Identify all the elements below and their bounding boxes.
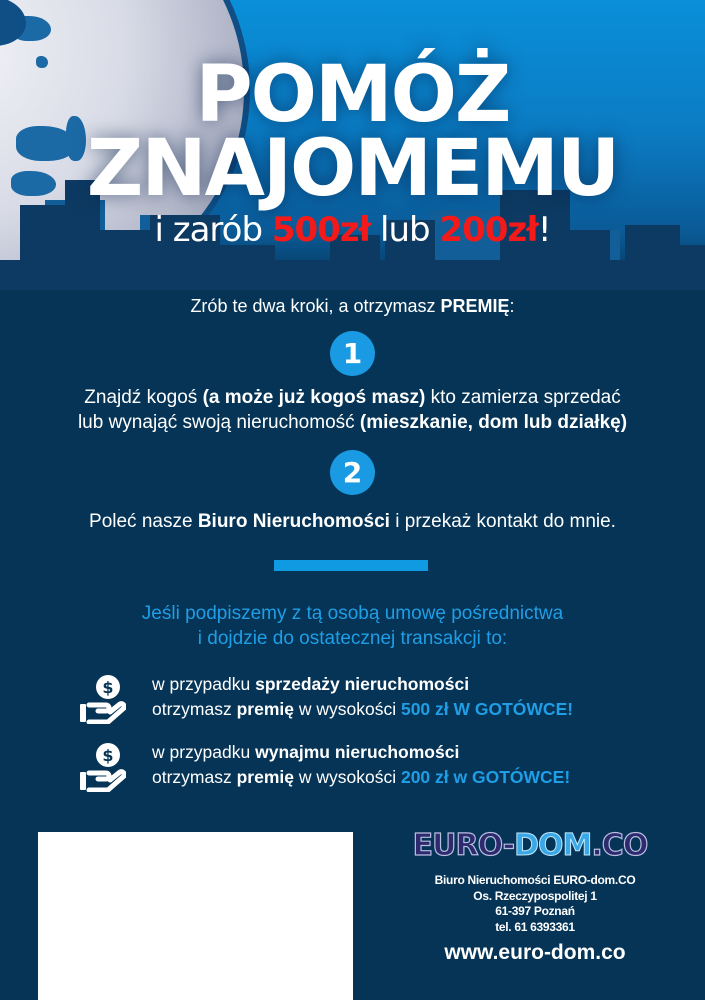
- headline-line1: POMÓŻ: [195, 50, 510, 140]
- condition-text: Jeśli podpiszemy z tą osobą umowę pośrednictwa i dojdzie do ostatecznej transakcji to:: [141, 603, 564, 649]
- company-name: Biuro Nieruchomości EURO-dom.CO: [434, 873, 636, 887]
- hand-coin-dollar-icon: [80, 674, 126, 724]
- phone: tel. 61 6393361: [495, 919, 575, 934]
- amount-500: 500zł: [271, 210, 371, 250]
- website-link[interactable]: www.euro-dom.co: [444, 941, 626, 964]
- reward-rent: $ w przypadku wynajmu nieruchomości otrzymasz premię w wysokości 200 zł w GOTÓWCE!: [80, 740, 680, 796]
- hand-coin-dollar-icon: [80, 742, 126, 792]
- svg-text:$: $: [102, 746, 114, 765]
- intro-text: Zrób te dwa kroki, a otrzymasz PREMIĘ:: [190, 296, 515, 316]
- company-logo: EURO-DOM.CO: [412, 828, 648, 863]
- step-1-text: Znajdź kogoś (a może już kogoś masz) kto zamierza sprzedać lub wynająć swoją nieruchomość (mieszkanie, dom lub działkę): [77, 387, 628, 433]
- headline-subtitle: i zarób 500zł lub 200zł!: [154, 210, 551, 250]
- step-2-badge: 2: [330, 450, 375, 495]
- svg-text:$: $: [102, 678, 114, 697]
- address-city: 61-397 Poznań: [495, 904, 575, 918]
- company-contact: [395, 873, 675, 935]
- reward-rent-amount: 200 zł w GOTÓWCE!: [400, 767, 571, 787]
- address-street: Os. Rzeczypospolitej 1: [473, 888, 597, 903]
- hero-banner: [0, 0, 705, 290]
- reward-sale-amount: 500 zł W GOTÓWCE!: [400, 699, 574, 719]
- amount-200: 200zł: [439, 210, 538, 250]
- headline-line2: ZNAJOMEMU: [86, 124, 619, 214]
- divider: [274, 560, 428, 571]
- blank-contact-box: [38, 832, 353, 1000]
- step-1-badge: 1: [330, 331, 375, 376]
- step-2-text: Poleć nasze Biuro Nieruchomości i przekaż kontakt do mnie.: [89, 511, 616, 532]
- reward-sale: $ w przypadku sprzedaży nieruchomości otrzymasz premię w wysokości 500 zł W GOTÓWCE!: [80, 672, 680, 728]
